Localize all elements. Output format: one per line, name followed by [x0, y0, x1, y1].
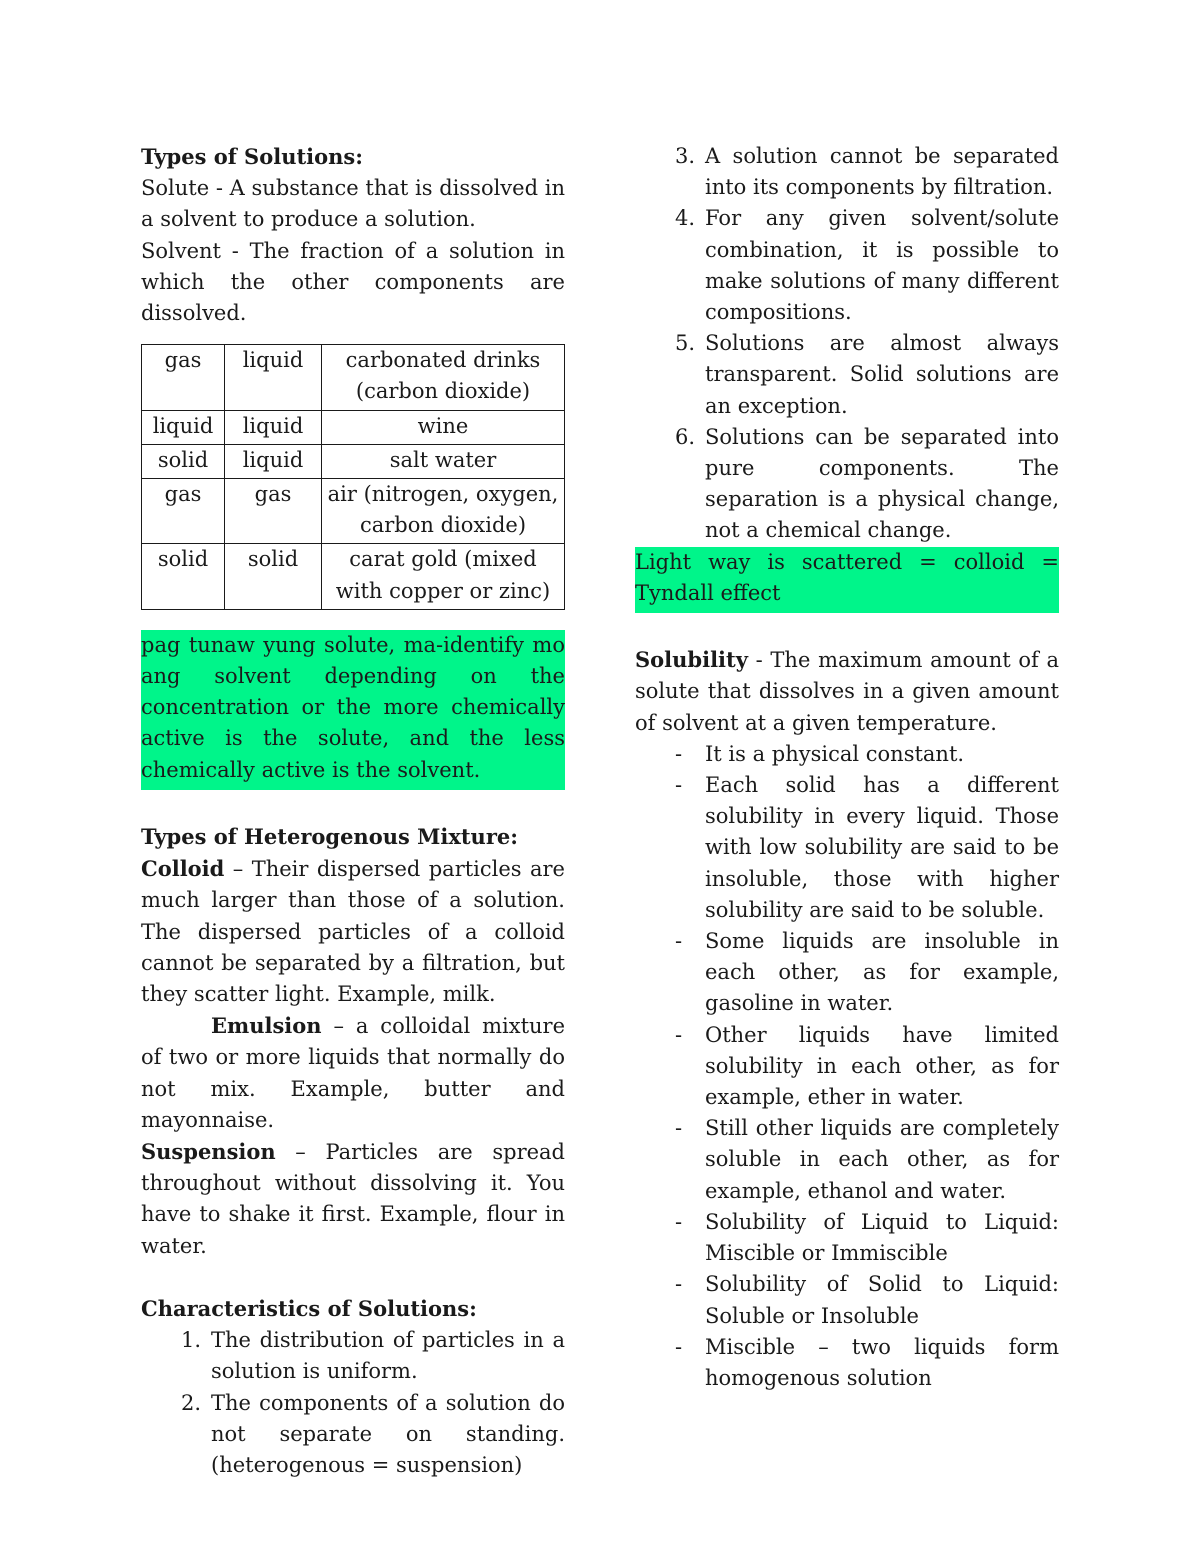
table-row — [142, 544, 565, 609]
dash-marker: - — [675, 1116, 683, 1141]
table-cell: carat gold (mixed with copper or zinc) — [322, 544, 565, 609]
table-cell: liquid — [225, 345, 322, 410]
list-item: - Some liquids are insoluble in each other, as for example, gasoline in water. — [635, 926, 1059, 1020]
list-item: - Each solid has a different solubility in every liquid. Those with low solubility are said to be insoluble, those with higher solubility are said to be soluble. — [635, 770, 1059, 926]
table-cell: wine — [322, 410, 565, 444]
list-item: - Other liquids have limited solubility in each other, as for example, ether in water. — [635, 1020, 1059, 1114]
table-cell: solid — [225, 544, 322, 609]
table-cell: gas — [142, 345, 225, 410]
solution-types-table — [141, 344, 565, 610]
emulsion-term: Emulsion — [211, 1013, 322, 1039]
list-item: - It is a physical constant. — [635, 739, 1059, 770]
list-item: - Still other liquids are completely soluble in each other, as for example, ethanol and water. — [635, 1113, 1059, 1207]
table-cell: liquid — [225, 444, 322, 478]
table-row — [142, 410, 565, 444]
list-item: - Solubility of Liquid to Liquid: Miscible or Immiscible — [635, 1207, 1059, 1269]
dash-marker: - — [675, 1272, 683, 1297]
dash-marker: - — [675, 773, 683, 798]
list-item: 5. Solutions are almost always transparent. Solid solutions are an exception. — [675, 331, 1059, 418]
table-cell: liquid — [142, 410, 225, 444]
dash-marker: - — [675, 1022, 683, 1047]
dash-marker: - — [675, 741, 683, 766]
characteristics-list-left — [141, 1325, 565, 1481]
list-item: 1. The distribution of particles in a solution is uniform. — [181, 1328, 565, 1384]
dash-marker: - — [675, 929, 683, 954]
solvent-definition: Solvent - The fraction of a solution in which the other components are dissolved. — [141, 238, 565, 326]
list-item: - Miscible – two liquids form homogenous solution — [635, 1332, 1059, 1394]
solubility-list — [635, 739, 1059, 1394]
suspension-term: Suspension — [141, 1139, 276, 1165]
dash-marker: - — [675, 1334, 683, 1359]
list-item: - Solubility of Solid to Liquid: Soluble or Insoluble — [635, 1269, 1059, 1331]
left-column — [141, 141, 565, 1481]
dash-marker: - — [675, 1209, 683, 1234]
characteristics-list-right — [635, 141, 1059, 547]
tyndall-highlight-note: Light way is scattered = colloid = Tyndall effect — [635, 547, 1059, 613]
table-cell: solid — [142, 444, 225, 478]
heterogenous-mixture-heading: Types of Heterogenous Mixture: — [141, 824, 518, 850]
list-item: 6. Solutions can be separated into pure components. The separation is a physical change, not a chemical change. — [675, 424, 1059, 543]
solute-definition: Solute - A substance that is dissolved in a solvent to produce a solution. — [141, 176, 565, 232]
list-item: 3. A solution cannot be separated into its components by filtration. — [675, 144, 1059, 200]
suspension-definition: Suspension – Particles are spread throughout without dissolving it. You have to shake it first. Example, flour in water. — [141, 1139, 565, 1258]
emulsion-definition: Emulsion – a colloidal mixture of two or more liquids that normally do not mix. Example, butter and mayonnaise. — [141, 1013, 565, 1132]
solubility-term: Solubility — [635, 647, 748, 673]
colloid-definition: Colloid – Their dispersed particles are much larger than those of a solution. The dispersed particles of a colloid cannot be separated by a filtration, but they scatter light. Example, milk. — [141, 856, 565, 1007]
table-cell: gas — [142, 479, 225, 544]
list-item: 4. For any given solvent/solute combination, it is possible to make solutions of many different compositions. — [675, 206, 1059, 325]
table-cell: solid — [142, 544, 225, 609]
colloid-term: Colloid — [141, 856, 225, 882]
table-cell: air (nitrogen, oxygen, carbon dioxide) — [322, 479, 565, 544]
list-item: 2. The components of a solution do not separate on standing. (heterogenous = suspension) — [181, 1390, 565, 1478]
table-cell: gas — [225, 479, 322, 544]
table-cell: salt water — [322, 444, 565, 478]
table-row — [142, 444, 565, 478]
right-column — [635, 141, 1059, 1394]
table-cell: carbonated drinks (carbon dioxide) — [322, 345, 565, 410]
solvent-highlight-note: pag tunaw yung solute, ma-identify mo ang solvent depending on the concentration or the more chemically active is the solute, and the less chemically active is the solvent. — [141, 630, 565, 790]
types-of-solutions-heading: Types of Solutions: — [141, 144, 363, 169]
table-row — [142, 479, 565, 544]
table-cell: liquid — [225, 410, 322, 444]
solubility-definition: Solubility - The maximum amount of a solute that dissolves in a given amount of solvent at a given temperature. — [635, 647, 1059, 735]
table-row — [142, 345, 565, 410]
characteristics-heading: Characteristics of Solutions: — [141, 1296, 477, 1322]
